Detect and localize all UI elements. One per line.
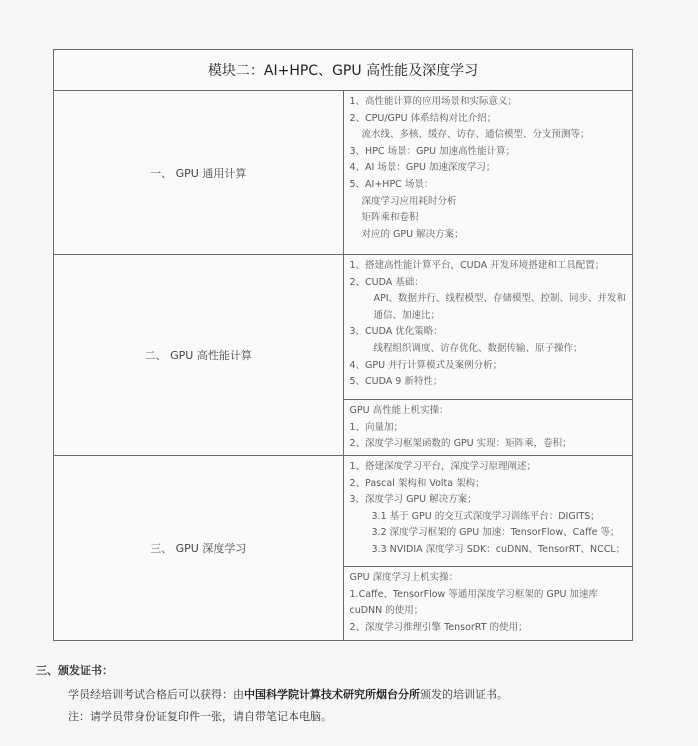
table-row — [54, 255, 633, 400]
content-line: 2、CUDA 基础： — [349, 276, 424, 288]
lab-content — [343, 567, 633, 641]
content-line: 3.3 NVIDIA 深度学习 SDK：cuDNN、TensorRT、NCCL； — [371, 543, 626, 555]
content-line: 4、AI 场景：GPU 加速深度学习； — [349, 162, 496, 174]
content-line: 1、搭建深度学习平台，深度学习原理阐述； — [349, 461, 537, 472]
certificate-heading: 三、颁发证书： — [36, 664, 113, 677]
section-name: 一、 GPU 通用计算 — [54, 91, 344, 255]
content-line: 流水线、多核、缓存、访存、通信模型、分支预测等； — [361, 129, 590, 141]
content-line: 1、向量加； — [349, 421, 404, 433]
content-line: 1.Caffe、TensorFlow 等通用深度学习框架的 GPU 加速库 cuDNN 的使用； — [349, 588, 598, 617]
content-line: GPU 深度学习上机实操： — [349, 572, 459, 583]
content-line: 2、深度学习框架函数的 GPU 实现：矩阵乘，卷积； — [349, 438, 572, 450]
content-line: 3.2 深度学习框架的 GPU 加速：TensorFlow、Caffe 等； — [371, 527, 620, 539]
section-content — [343, 456, 633, 567]
content-line: 1、高性能计算的应用场景和实际意义； — [349, 96, 518, 107]
module-table — [53, 49, 633, 641]
content-line: 2、深度学习推理引擎 TensorRT 的使用； — [349, 621, 528, 633]
lab-content — [343, 400, 633, 456]
content-line: 深度学习应用耗时分析 — [361, 195, 457, 207]
content-line: 3、CUDA 优化策略： — [349, 326, 443, 338]
content-line: API、数据并行、线程模型、存储模型、控制、同步、并发和通信、加速比； — [373, 293, 627, 321]
content-line: 矩阵乘和卷积 — [361, 212, 419, 224]
section-name: 三、 GPU 深度学习 — [54, 456, 344, 641]
certificate-prefix: 学员经培训考试合格后可以获得：由 — [68, 688, 244, 701]
content-line: 5、CUDA 9 新特性； — [349, 376, 443, 388]
content-line: 2、CPU/GPU 体系结构对比介绍； — [349, 112, 497, 124]
content-line: 对应的 GPU 解决方案； — [361, 228, 464, 240]
content-line: 3、HPC 场景：GPU 加速高性能计算； — [349, 145, 516, 157]
content-line: 1、搭建高性能计算平台，CUDA 开发环境搭建和工具配置； — [349, 260, 605, 271]
certificate-section — [36, 662, 676, 728]
content-line: 2、Pascal 架构和 Volta 架构； — [349, 477, 485, 489]
content-line: 4、GPU 并行计算模式及案例分析； — [349, 359, 503, 371]
certificate-suffix: 颁发的培训证书。 — [420, 688, 508, 701]
content-line: 3、深度学习 GPU 解决方案； — [349, 494, 477, 506]
content-line: 5、AI+HPC 场景： — [349, 178, 434, 190]
table-row — [54, 91, 633, 255]
module-title: 模块二：AI+HPC、GPU 高性能及深度学习 — [54, 50, 633, 91]
section-content — [343, 91, 633, 255]
content-line: 3.1 基于 GPU 的交互式深度学习训练平台：DIGITS； — [371, 510, 600, 522]
content-line: GPU 高性能上机实操： — [349, 405, 449, 416]
table-row — [54, 456, 633, 567]
certificate-note: 注：请学员带身份证复印件一张，请自带笔记本电脑。 — [68, 710, 332, 723]
section-content — [343, 255, 633, 400]
certificate-text — [36, 684, 676, 706]
section-name: 二、 GPU 高性能计算 — [54, 255, 344, 456]
content-line: 线程组织调度、访存优化、数据传输、原子操作； — [373, 342, 583, 354]
issuing-organization: 中国科学院计算技术研究所烟台分所 — [244, 688, 420, 701]
